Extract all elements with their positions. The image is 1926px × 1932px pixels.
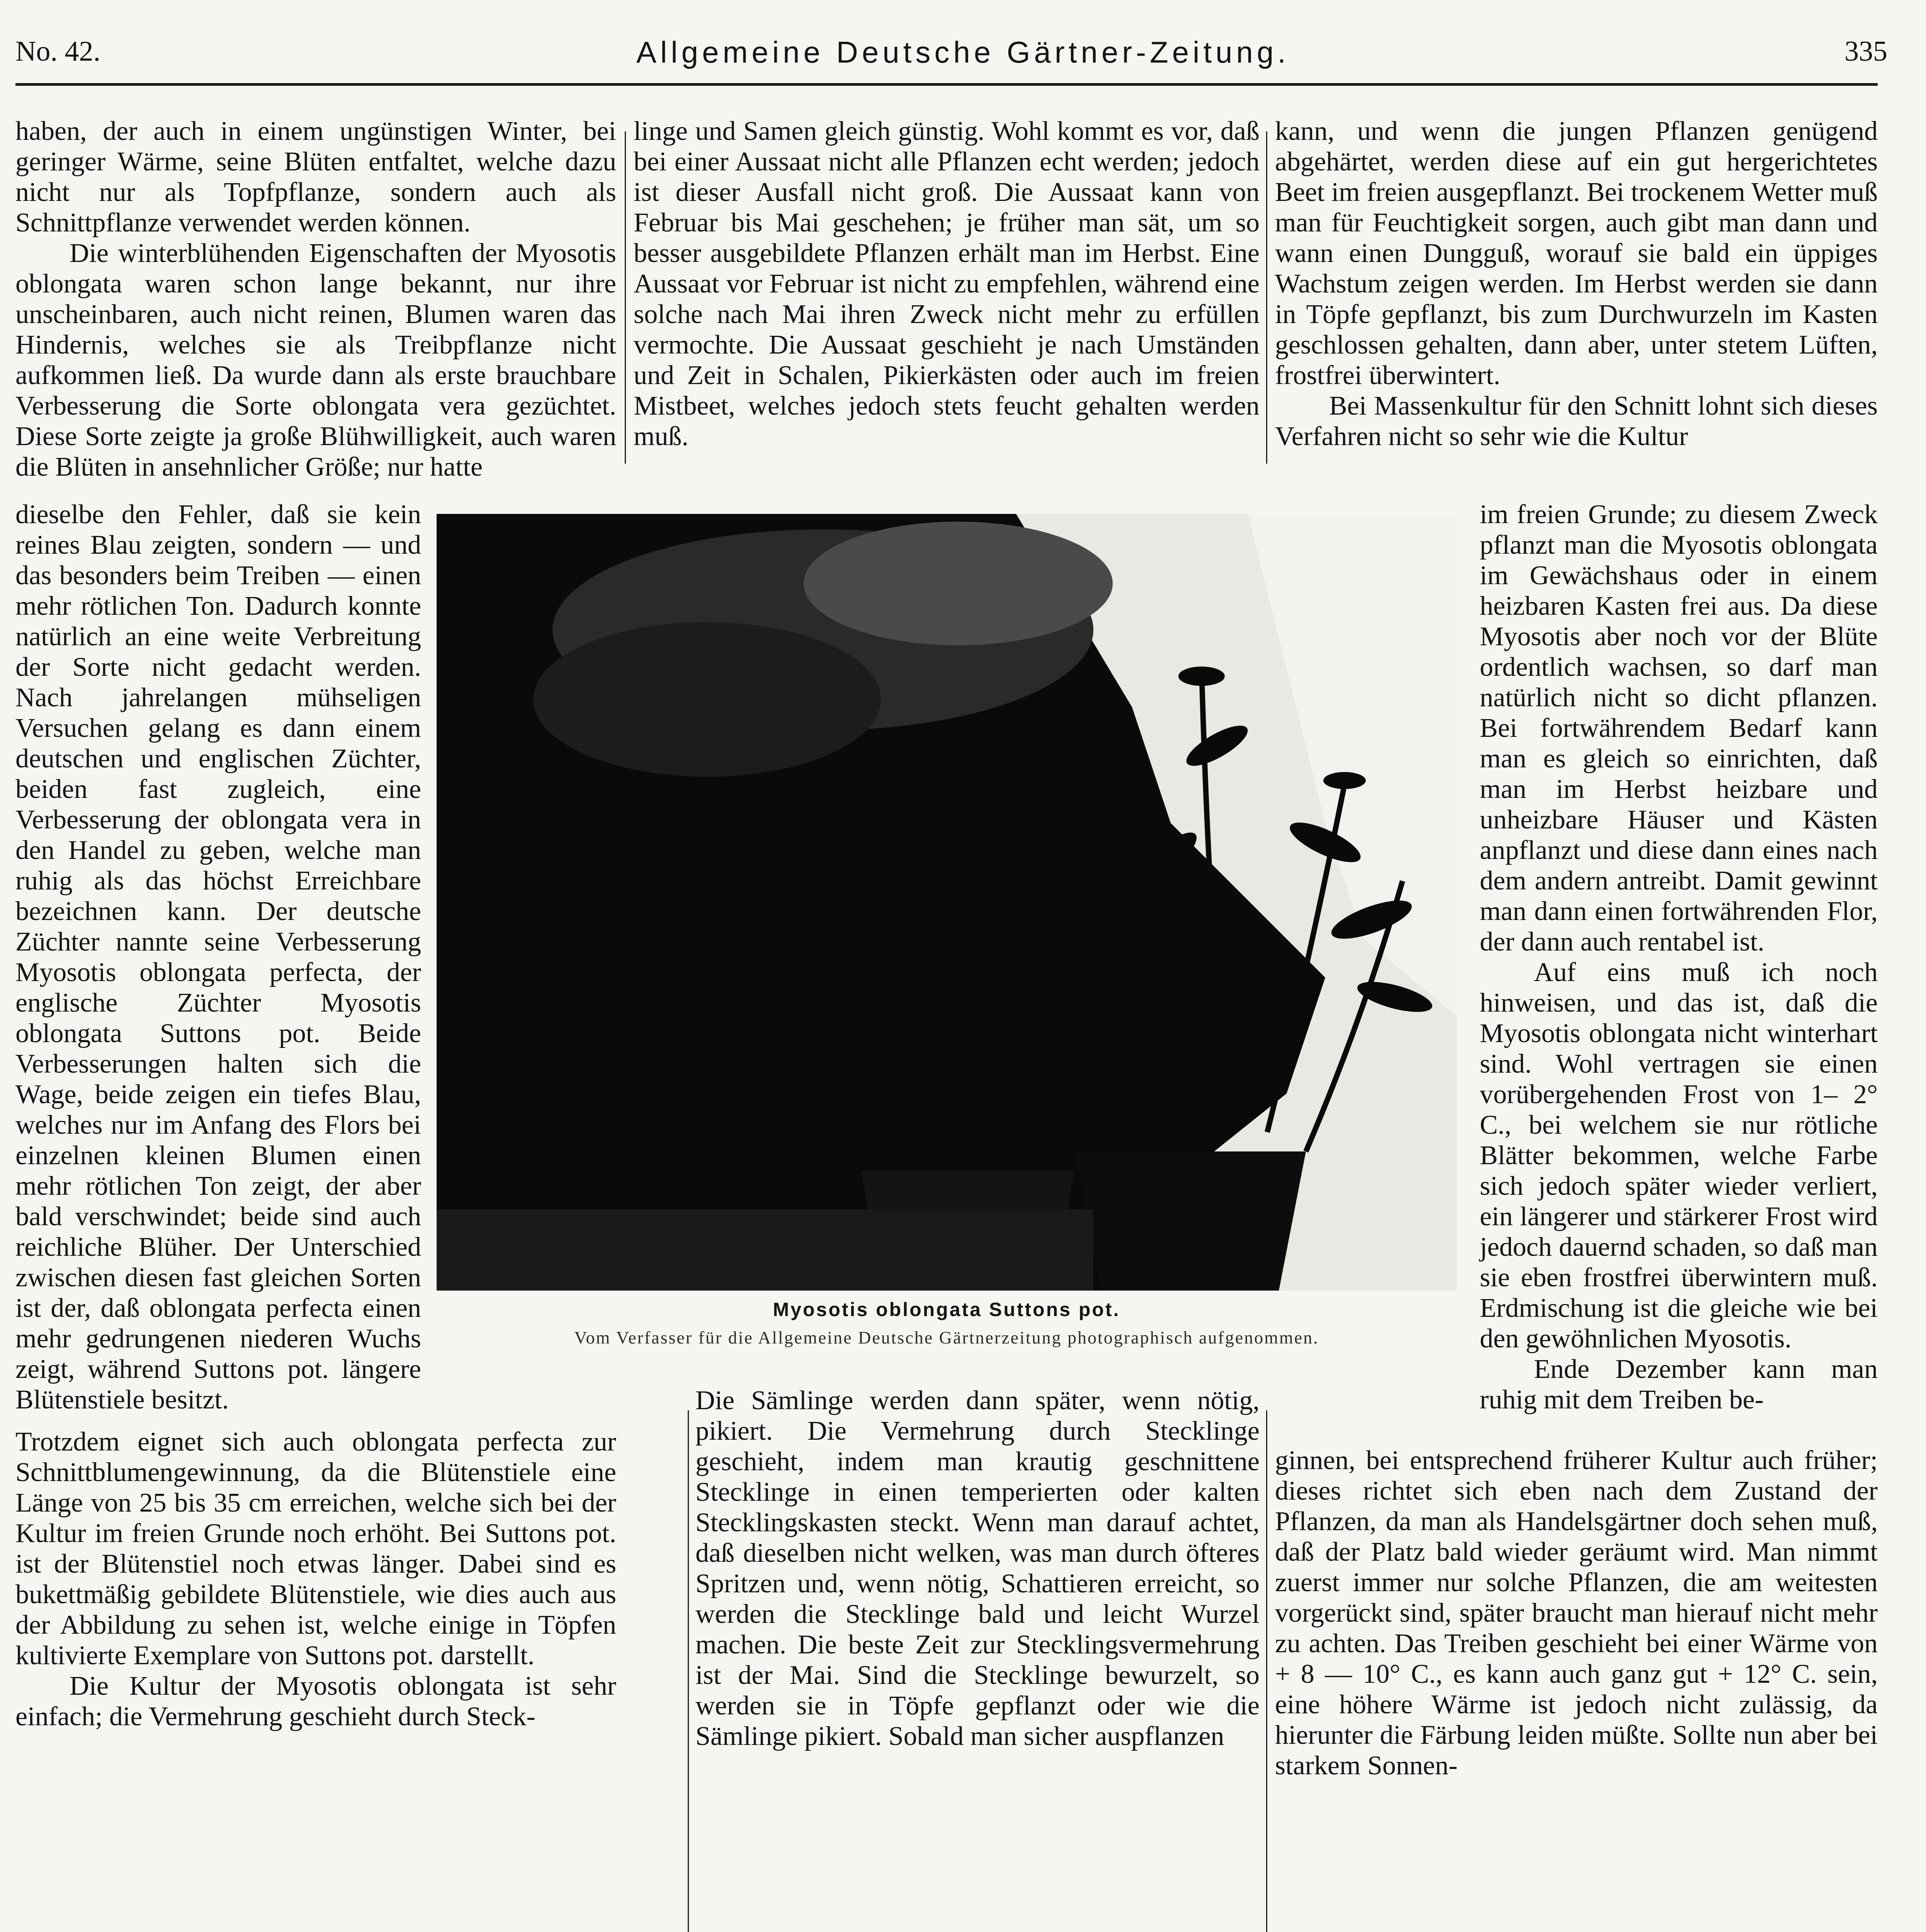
- page-number: 335: [1844, 36, 1887, 67]
- article-paragraph: im freien Grunde; zu diesem Zweck pflanzt man die Myosotis oblongata im Gewächshaus oder in einem heizbaren Kasten frei aus. Da diese Myosotis aber noch vor der Blüte ordentlich wachsen, so darf man natürlich nicht so dicht pflanzen. Bei fortwährendem Bedarf kann man es gleich so einrichten, daß man im Herbst heizbare und unheizbare Häuser und Kästen anpflanzt und diese dann eines nach dem andern antreibt. Damit gewinnt man dann einen fortwährenden Flor, der dann auch rentabel ist.: [1480, 500, 1878, 957]
- issue-number: No. 42.: [15, 36, 100, 67]
- column-divider: [625, 131, 626, 464]
- article-paragraph: kann, und wenn die jungen Pflanzen genügend abgehärtet, werden diese auf ein gut hergerichtetes Beet im freien ausgepflanzt. Bei trockenem Wetter muß man für Feuchtigkeit sorgen, auch gibt man dann und wann einen Dungguß, worauf sie bald ein üppiges Wachstum zeigen werden. Im Herbst werden sie dann in Töpfe gepflanzt, bis zum Durchwurzeln im Kasten geschlossen gehalten, dann aber, unter stetem Lüften, frostfrei überwintert.: [1275, 116, 1878, 390]
- article-paragraph: linge und Samen gleich günstig. Wohl kommt es vor, daß bei einer Aussaat nicht alle Pflanzen echt werden; jedoch ist dieser Ausfall nicht groß. Die Aussaat kann von Februar bis Mai geschehen; je früher man sät, um so besser ausgebildete Pflanzen erhält man im Herbst. Eine Aussaat vor Februar ist nicht zu empfehlen, während eine solche nach Mai ihren Zweck nicht mehr zu erfüllen vermochte. Die Aussaat geschieht je nach Umständen und Zeit in Schalen, Pikierkästen oder auch im freien Mistbeet, welches jedoch stets feucht gehalten werden muß.: [634, 116, 1260, 451]
- plant-photograph: [437, 514, 1457, 1291]
- article-column-2-bottom: [695, 1385, 1260, 1932]
- photo-caption-title: Myosotis oblongata Suttons pot.: [773, 1299, 1120, 1320]
- article-paragraph: ginnen, bei entsprechend früherer Kultur auch früher; dieses richtet sich eben nach dem Zustand der Pflanzen, da man als Handelsgärtner doch sehen muß, daß der Platz bald wieder geräumt wird. Man nimmt zuerst immer nur solche Pflanzen, die am weitesten vorgerückt sind, später braucht man hierauf nicht mehr zu achten. Das Treiben geschieht bei einer Wärme von + 8 — 10° C., es kann auch ganz gut + 12° C. sein, eine höhere Wärme ist jedoch nicht zulässig, da hierunter die Färbung leiden müßte. Sollte nun aber bei starkem Sonnen-: [1275, 1446, 1878, 1781]
- column-divider: [1266, 1410, 1267, 1932]
- article-column-2-top: [634, 116, 1260, 475]
- article-column-3-bottom: [1275, 1445, 1878, 1932]
- article-column-1-top: [15, 116, 616, 482]
- article-paragraph: Bei Massenkultur für den Schnitt lohnt sich dieses Verfahren nicht so sehr wie die Kultur: [1275, 391, 1878, 451]
- article-paragraph: dieselbe den Fehler, daß sie kein reines Blau zeigten, sondern — und das besonders beim Treiben — einen mehr rötlichen Ton. Dadurch konnte natürlich an eine weite Verbreitung der Sorte nicht gedacht werden. Nach jahrelangen mühseligen Versuchen gelang es dann einem deutschen und englischen Züchter, beiden fast zugleich, eine Verbesserung der oblongata vera in den Handel zu geben, welche man ruhig als das höchst Erreichbare bezeichnen kann. Der deutsche Züchter nannte seine Verbesserung Myosotis oblongata perfecta, der englische Züchter Myosotis oblongata Suttons pot. Beide Verbesserungen halten sich die Wage, beide zeigen ein tiefes Blau, welches nur im Anfang des Flors bei einzelnen kleinen Blumen einen mehr rötlichen Ton zeigt, der aber bald verschwindet; beide sind auch reichliche Blüher. Der Unterschied zwischen diesen fast gleichen Sorten ist der, daß oblongata perfecta einen mehr gedrungenen niederen Wuchs zeigt, während Suttons pot. längere Blütenstiele besitzt.: [15, 500, 421, 1415]
- article-paragraph: Die Kultur der Myosotis oblongata ist sehr einfach; die Vermehrung geschieht durch Steck-: [15, 1671, 616, 1731]
- article-paragraph: haben, der auch in einem ungünstigen Winter, bei geringer Wärme, seine Blüten entfaltet, welche dazu nicht nur als Topfpflanze, sondern auch als Schnittpflanze verwendet werden können.: [15, 116, 616, 238]
- article-paragraph: Ende Dezember kann man ruhig mit dem Treiben be-: [1480, 1354, 1878, 1415]
- article-paragraph: Auf eins muß ich noch hinweisen, und das ist, daß die Myosotis oblongata nicht winterhart sind. Wohl vertragen sie einen vorübergehenden Frost von 1– 2° C., bei welchem sie nur rötliche Blätter bekommen, welche Farbe sich jedoch später wieder verliert, ein längerer und stärkerer Frost wird jedoch dauernd schaden, so daß man sie eben frostfrei überwintern muß. Erdmischung ist die gleiche wie bei den gewöhnlichen Myosotis.: [1480, 957, 1878, 1354]
- article-column-1-bottom: [15, 1427, 616, 1932]
- myosotis-plants-image: [437, 514, 1457, 1291]
- article-column-1-narrow: [15, 499, 421, 1427]
- article-column-3-top: [1275, 116, 1878, 502]
- column-divider: [688, 1410, 689, 1932]
- header-rule: [15, 83, 1878, 86]
- photo-caption-credit: Vom Verfasser für die Allgemeine Deutsche Gärtnerzeitung photographisch aufgenommen.: [574, 1328, 1319, 1347]
- article-paragraph: Trotzdem eignet sich auch oblongata perfecta zur Schnittblumengewinnung, da die Blütenstiele eine Länge von 25 bis 35 cm erreichen, welche sich bei der Kultur im freien Grunde noch erhöht. Bei Suttons pot. ist der Blütenstiel noch etwas länger. Dabei sind es bukettmäßig gebildete Blütenstiele, wie dies auch aus der Abbildung zu sehen ist, welche einige in Töpfen kultivierte Exemplare von Suttons pot. darstellt.: [15, 1427, 616, 1670]
- article-paragraph: Die winterblühenden Eigenschaften der Myosotis oblongata waren schon lange bekannt, nur ihre unscheinbaren, auch nicht reinen, Blumen waren das Hindernis, welches sie als Treibpflanze nicht aufkommen ließ. Da wurde dann als erste brauchbare Verbesserung die Sorte oblongata vera gezüchtet. Diese Sorte zeigte ja große Blühwilligkeit, auch waren die Blüten in ansehnlicher Größe; nur hatte: [15, 238, 616, 482]
- column-divider: [1266, 131, 1267, 464]
- newspaper-title: Allgemeine Deutsche Gärtner-Zeitung.: [636, 35, 1290, 69]
- article-paragraph: Die Sämlinge werden dann später, wenn nötig, pikiert. Die Vermehrung durch Stecklinge geschieht, indem man krautig geschnittene Stecklinge in einen temperierten oder kalten Stecklingskasten steckt. Wenn man darauf achtet, daß dieselben nicht welken, was man durch öfteres Spritzen und, wenn nötig, Schattieren erreicht, so werden die Stecklinge bald und leicht Wurzel machen. Die beste Zeit zur Stecklingsvermehrung ist der Mai. Sind die Stecklinge bewurzelt, so werden sie in Töpfe gepflanzt oder wie die Sämlinge pikiert. Sobald man sicher auspflanzen: [695, 1386, 1260, 1751]
- article-column-3-narrow: [1480, 499, 1878, 1446]
